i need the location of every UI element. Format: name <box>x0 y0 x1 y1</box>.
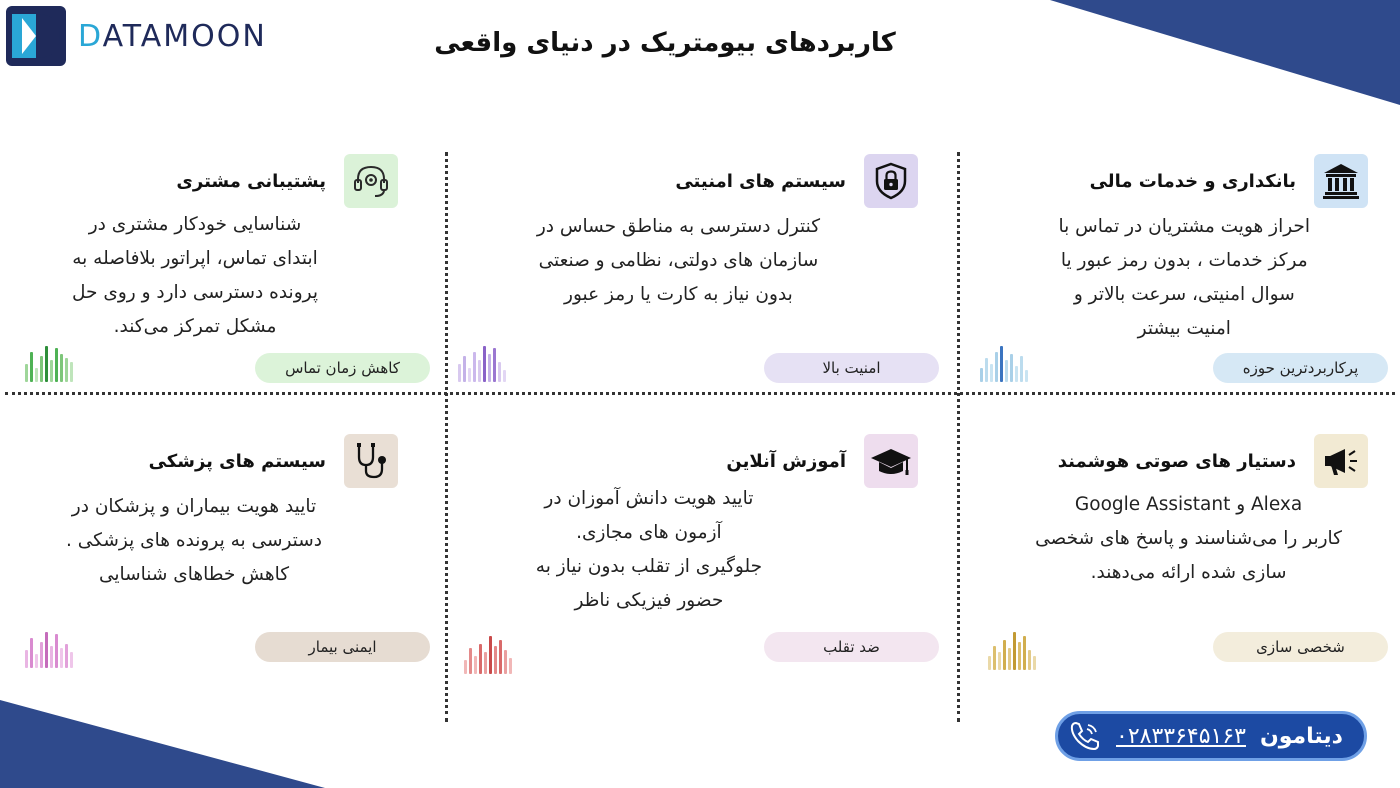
card-education-body: تایید هویت دانش آموزان در آزمون های مجازی. جلوگیری از تقلب بدون نیاز به حضور فیزیکی ناظر <box>535 488 762 611</box>
logo-wordmark: DATAMOON <box>78 18 267 54</box>
card-security-title: سیستم های امنیتی <box>675 170 846 192</box>
card-medical-header <box>149 434 398 488</box>
contact-brand-label: دیتامون <box>1259 723 1343 749</box>
card-security-body: کنترل دسترسی به مناطق حساس در سازمان های دولتی، نظامی و صنعتی بدون نیاز به کارت یا رمز عبور <box>536 216 820 305</box>
card-support-title: پشتیبانی مشتری <box>176 170 326 192</box>
card-voice-header <box>1058 434 1368 488</box>
card-education-header <box>726 434 918 488</box>
bank-icon <box>1314 154 1368 208</box>
bars-decoration-banking <box>980 346 1028 382</box>
megaphone-icon <box>1314 434 1368 488</box>
card-medical-body: تایید هویت بیماران و پزشکان در دسترسی به پرونده های پزشکی . کاهش خطاهای شناسایی <box>65 496 322 585</box>
tag-banking: پرکاربردترین حوزه <box>1213 353 1388 383</box>
card-voice-title: دستیار های صوتی هوشمند <box>1057 450 1296 472</box>
stethoscope-icon <box>344 434 398 488</box>
page-title: کاربردهای بیومتریک در دنیای واقعی <box>434 28 896 58</box>
tag-medical: ایمنی بیمار <box>255 632 430 662</box>
column-divider-left <box>445 152 448 722</box>
card-support-body: شناسایی خودکار مشتری در ابتدای تماس، اپراتور بلافاصله به پرونده دسترسی دارد و روی حل مشکل تمرکز می‌کند. <box>72 214 318 337</box>
card-security-header <box>675 154 918 208</box>
bars-decoration-security <box>458 346 506 382</box>
card-education-title: آموزش آنلاین <box>726 450 846 472</box>
bars-decoration-medical <box>25 632 73 668</box>
bars-decoration-education <box>464 636 512 674</box>
bars-decoration-support <box>25 346 73 382</box>
card-banking-header <box>1090 154 1368 208</box>
lock-shield-icon <box>864 154 918 208</box>
tag-voice: شخصی سازی <box>1213 632 1388 662</box>
row-divider <box>5 392 1395 395</box>
tag-education: ضد تقلب <box>764 632 939 662</box>
card-banking-title: بانکداری و خدمات مالی <box>1089 170 1296 192</box>
card-voice-body: Alexa و Google Assistant کاربر را می‌شناسند و پاسخ های شخصی سازی شده ارائه می‌دهند. <box>1035 494 1342 583</box>
datamoon-logo-icon <box>6 6 66 66</box>
headset-icon <box>344 154 398 208</box>
brand-logo <box>6 6 267 66</box>
tag-support: کاهش زمان تماس <box>255 353 430 383</box>
bars-decoration-voice <box>988 632 1036 670</box>
contact-button[interactable] <box>1055 711 1367 761</box>
card-banking-body: احراز هویت مشتریان در تماس با مرکز خدمات ، بدون رمز عبور یا سوال امنیتی، سرعت بالاتر و امنیت بیشتر <box>1058 216 1310 339</box>
tag-security: امنیت بالا <box>764 353 939 383</box>
card-support-header <box>176 154 398 208</box>
phone-number-link[interactable]: ۰۲۸۳۳۶۴۵۱۶۳ <box>1116 723 1246 749</box>
phone-icon <box>1068 719 1102 753</box>
graduation-cap-icon <box>864 434 918 488</box>
card-medical-title: سیستم های پزشکی <box>148 450 326 472</box>
column-divider-right <box>957 152 960 722</box>
